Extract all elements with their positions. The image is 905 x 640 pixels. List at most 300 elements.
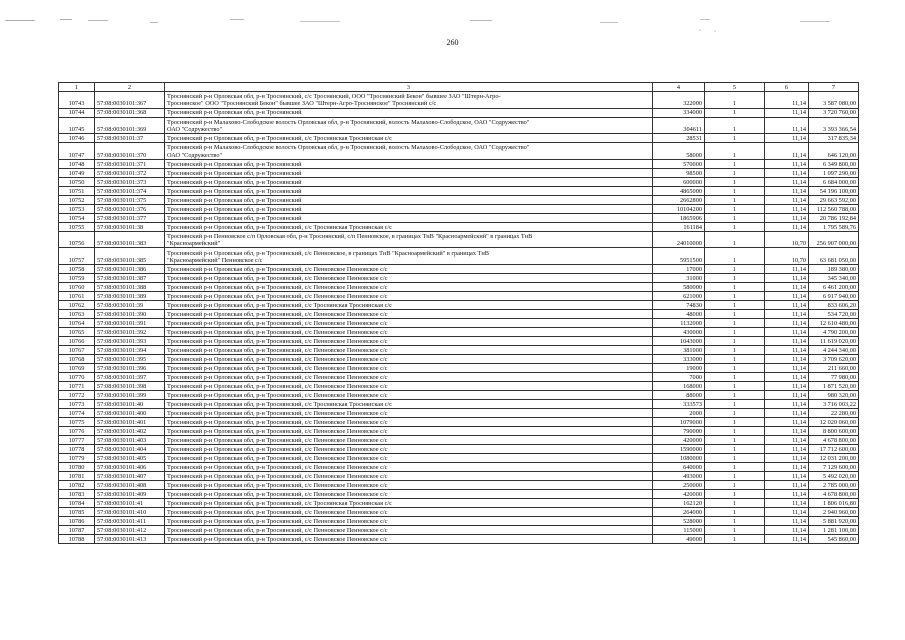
table-row (59, 489, 859, 498)
description-line: Троснянский р-н Орловская обл, р-н Троснянский (167, 196, 302, 204)
cadastral-value: 4 244 340,00 (809, 345, 859, 354)
row-id: 10764 (59, 318, 95, 327)
description-line: Троснянский р-н Орловская обл, р-н Троснянский, с/с Пенновское Пенновское с/с (167, 436, 388, 444)
table-row (59, 525, 859, 534)
location-description (165, 231, 653, 248)
area-value: 250000 (653, 480, 705, 489)
column-header: 5 (705, 83, 765, 92)
row-id: 10783 (59, 489, 95, 498)
rate-value: 11,14 (765, 222, 809, 231)
area-value: 74830 (653, 300, 705, 309)
count-value: 1 (705, 462, 765, 471)
location-description (165, 143, 653, 160)
area-value: 322000 (653, 92, 705, 109)
location-description (165, 507, 653, 516)
count-value: 1 (705, 318, 765, 327)
description-line: Троснянский р-н Орловская обл, р-н Троснянский, с/с Троснянская Троснянская с/с (167, 134, 392, 142)
cadastral-value: 545 860,00 (809, 534, 859, 543)
row-id: 10748 (59, 159, 95, 168)
description-line: ОАО "Содружество" (167, 151, 223, 159)
table-row (59, 471, 859, 480)
location-description (165, 168, 653, 177)
table-row (59, 336, 859, 345)
rate-value: 11,14 (765, 507, 809, 516)
count-value: 1 (705, 390, 765, 399)
location-description (165, 273, 653, 282)
description-line: Троснянский р-н Орловская обл, р-н Троснянский, с/с Пенновское Пенновское с/с (167, 355, 388, 363)
location-description (165, 248, 653, 265)
cadastral-value: 1 795 589,76 (809, 222, 859, 231)
description-line: Троснянский р-н Орловская обл, р-н Троснянский, с/с Пенновское Пенновское с/с (167, 292, 388, 300)
rate-value: 11,14 (765, 108, 809, 117)
row-id: 10785 (59, 507, 95, 516)
rate-value: 11,14 (765, 525, 809, 534)
count-value: 1 (705, 327, 765, 336)
location-description (165, 426, 653, 435)
cadastral-number: 57:08:0030101:409 (95, 489, 165, 498)
description-line: Троснянский р-н Орловская обл, р-н Троснянский (167, 169, 302, 177)
location-description (165, 186, 653, 195)
area-value: 570000 (653, 159, 705, 168)
description-line: Троснянский р-н Орловская обл, р-н Троснянский, с/с Пенновское Пенновское с/с (167, 409, 388, 417)
cadastral-number: 57:08:0030101:402 (95, 426, 165, 435)
table-body (59, 92, 859, 544)
location-description (165, 516, 653, 525)
description-line: Троснянский р-н Орловская обл, р-н Троснянский, с/с Пенновское Пенновское с/с (167, 328, 388, 336)
cadastral-number: 57:08:0030101:391 (95, 318, 165, 327)
table-row (59, 372, 859, 381)
rate-value: 11,14 (765, 534, 809, 543)
row-id: 10761 (59, 291, 95, 300)
area-value: 264000 (653, 507, 705, 516)
rate-value: 11,14 (765, 300, 809, 309)
table-row (59, 195, 859, 204)
description-line: Троснянский р-н Орловская обл, р-н Троснянский, с/с Троснянская Троснянская с/с (167, 499, 392, 507)
row-id: 10763 (59, 309, 95, 318)
cadastral-number: 57:08:0030101:389 (95, 291, 165, 300)
count-value: 1 (705, 498, 765, 507)
rate-value: 11,14 (765, 345, 809, 354)
table-row (59, 390, 859, 399)
rate-value: 11,14 (765, 195, 809, 204)
rate-value: 11,14 (765, 480, 809, 489)
cadastral-value: 317 835,34 (809, 134, 859, 143)
location-description (165, 92, 653, 109)
count-value: 1 (705, 282, 765, 291)
cadastral-number: 57:08:0030101:374 (95, 186, 165, 195)
table-row (59, 444, 859, 453)
count-value: 1 (705, 213, 765, 222)
cadastral-number: 57:08:0030101:399 (95, 390, 165, 399)
location-description (165, 108, 653, 117)
area-value: 430000 (653, 327, 705, 336)
area-value: 333000 (653, 354, 705, 363)
cadastral-number: 57:08:0030101:407 (95, 471, 165, 480)
description-line: Троснянский р-н Малахово-Слободское волость Орловская обл, р-н Троснянский, волость Малахово-Слободское, ОАО "Содружество" (167, 144, 530, 152)
cadastral-value: 1 097 290,00 (809, 168, 859, 177)
column-header: 4 (653, 83, 705, 92)
row-id: 10753 (59, 204, 95, 213)
table-row (59, 186, 859, 195)
count-value: 1 (705, 195, 765, 204)
row-id: 10755 (59, 222, 95, 231)
area-value: 2662800 (653, 195, 705, 204)
page-number: 260 (446, 38, 459, 47)
rate-value: 11,14 (765, 444, 809, 453)
cadastral-number: 57:08:0030101:404 (95, 444, 165, 453)
description-line: Троснянский р-н Орловская обл, р-н Троснянский, с/с Пенновское Пенновское с/с (167, 517, 388, 525)
count-value: 1 (705, 222, 765, 231)
rate-value: 11,14 (765, 291, 809, 300)
rate-value: 11,14 (765, 336, 809, 345)
table-row (59, 480, 859, 489)
area-value: 790000 (653, 426, 705, 435)
cadastral-number: 57:08:0030101:367 (95, 92, 165, 109)
rate-value: 11,14 (765, 282, 809, 291)
location-description (165, 318, 653, 327)
rate-value: 11,14 (765, 390, 809, 399)
count-value: 1 (705, 92, 765, 109)
area-value: 58000 (653, 143, 705, 160)
rate-value: 11,14 (765, 435, 809, 444)
count-value: 1 (705, 435, 765, 444)
row-id: 10780 (59, 462, 95, 471)
row-id: 10747 (59, 143, 95, 160)
area-value: 48000 (653, 309, 705, 318)
cadastral-value: 3 393 366,54 (809, 117, 859, 134)
description-line: Троснянский р-н Орловская обл, р-н Троснянский, с/с Пенновское Пенновское с/с (167, 319, 388, 327)
area-value: 2000 (653, 408, 705, 417)
row-id: 10756 (59, 231, 95, 248)
cadastral-number: 57:08:0030101:394 (95, 345, 165, 354)
count-value: 1 (705, 363, 765, 372)
cadastral-number: 57:08:0030101:412 (95, 525, 165, 534)
cadastral-value: 534 720,00 (809, 309, 859, 318)
location-description (165, 195, 653, 204)
rate-value: 11,14 (765, 186, 809, 195)
area-value: 304611 (653, 117, 705, 134)
cadastral-number: 57:08:0030101:396 (95, 363, 165, 372)
count-value: 1 (705, 264, 765, 273)
description-line: ОАО "Содружество" (167, 125, 223, 133)
area-value: 1080000 (653, 453, 705, 462)
cadastral-number: 57:08:0030101:408 (95, 480, 165, 489)
location-description (165, 471, 653, 480)
row-id: 10773 (59, 399, 95, 408)
rate-value: 11,14 (765, 143, 809, 160)
count-value: 1 (705, 444, 765, 453)
description-line: Троснянский р-н Орловская обл, р-н Троснянский (167, 109, 302, 117)
cadastral-number: 57:08:0030101:400 (95, 408, 165, 417)
area-value: 420000 (653, 489, 705, 498)
cadastral-value: 20 786 192,84 (809, 213, 859, 222)
description-line: Троснянский р-н Орловская обл, р-н Троснянский (167, 178, 302, 186)
rate-value: 11,14 (765, 471, 809, 480)
table-row (59, 381, 859, 390)
cadastral-value: 8 800 600,00 (809, 426, 859, 435)
cadastral-value: 12 610 480,00 (809, 318, 859, 327)
table-row (59, 143, 859, 160)
row-id: 10768 (59, 354, 95, 363)
rate-value: 11,14 (765, 92, 809, 109)
cadastral-value: 63 681 050,00 (809, 248, 859, 265)
rate-value: 11,14 (765, 273, 809, 282)
cadastral-number: 57:08:0030101:37 (95, 134, 165, 143)
row-id: 10765 (59, 327, 95, 336)
count-value: 1 (705, 372, 765, 381)
cadastral-value: 17 712 600,00 (809, 444, 859, 453)
row-id: 10751 (59, 186, 95, 195)
row-id: 10774 (59, 408, 95, 417)
rate-value: 11,14 (765, 327, 809, 336)
location-description (165, 399, 653, 408)
row-id: 10757 (59, 248, 95, 265)
cadastral-value: 6 684 000,00 (809, 177, 859, 186)
description-line: Троснянский р-н Орловская обл, р-н Троснянский (167, 160, 302, 168)
area-value: 162120 (653, 498, 705, 507)
area-value: 88000 (653, 390, 705, 399)
cadastral-number: 57:08:0030101:410 (95, 507, 165, 516)
cadastral-value: 3 720 760,00 (809, 108, 859, 117)
table-row (59, 318, 859, 327)
column-header: 1 (59, 83, 95, 92)
row-id: 10770 (59, 372, 95, 381)
location-description (165, 204, 653, 213)
table-row (59, 354, 859, 363)
cadastral-value: 7 129 600,00 (809, 462, 859, 471)
count-value: 1 (705, 336, 765, 345)
description-line: Троснянский р-н Орловская обл, р-н Троснянский, с/с Пенновское Пенновское с/с (167, 526, 388, 534)
table-row (59, 417, 859, 426)
cadastral-number: 57:08:0030101:403 (95, 435, 165, 444)
description-line: Троснянский р-н Орловская обл, р-н Троснянский, с/с Пенновское Пенновское с/с (167, 490, 388, 498)
cadastral-number: 57:08:0030101:372 (95, 168, 165, 177)
row-id: 10749 (59, 168, 95, 177)
cadastral-value: 646 120,00 (809, 143, 859, 160)
cadastral-value: 6 917 940,00 (809, 291, 859, 300)
table-row (59, 426, 859, 435)
location-description (165, 525, 653, 534)
table-row (59, 159, 859, 168)
table-row (59, 507, 859, 516)
count-value: 1 (705, 381, 765, 390)
cadastral-number: 57:08:0030101:398 (95, 381, 165, 390)
location-description (165, 417, 653, 426)
rate-value: 11,14 (765, 134, 809, 143)
count-value: 1 (705, 186, 765, 195)
count-value: 1 (705, 417, 765, 426)
location-description (165, 534, 653, 543)
column-header: 3 (165, 83, 653, 92)
cadastral-number: 57:08:0030101:376 (95, 204, 165, 213)
row-id: 10787 (59, 525, 95, 534)
location-description (165, 453, 653, 462)
table-row (59, 213, 859, 222)
location-description (165, 291, 653, 300)
location-description (165, 177, 653, 186)
row-id: 10769 (59, 363, 95, 372)
row-id: 10750 (59, 177, 95, 186)
cadastral-number: 57:08:0030101:369 (95, 117, 165, 134)
cadastral-number: 57:08:0030101:40 (95, 399, 165, 408)
area-value: 168000 (653, 381, 705, 390)
cadastral-value: 6 461 200,00 (809, 282, 859, 291)
cadastral-value: 189 380,00 (809, 264, 859, 273)
cadastral-value: 5 492 020,00 (809, 471, 859, 480)
row-id: 10759 (59, 273, 95, 282)
count-value: 1 (705, 177, 765, 186)
description-line: Троснянское" ООО "Троснянский Бекон" бывшее ЗАО "Штерн-Агро-Троснянское" Троснянский с/с (167, 100, 437, 108)
cadastral-number: 57:08:0030101:390 (95, 309, 165, 318)
description-line: Троснянский р-н Орловская обл, р-н Троснянский, с/с Пенновское, в границах ТнВ "Красноармейский" в границах ТнВ (167, 249, 489, 257)
area-value: 1043000 (653, 336, 705, 345)
rate-value: 10,70 (765, 231, 809, 248)
count-value: 1 (705, 143, 765, 160)
description-line: Троснянский р-н Орловская обл, р-н Троснянский, с/с Пенновское Пенновское с/с (167, 373, 388, 381)
count-value: 1 (705, 525, 765, 534)
description-line: Троснянский р-н Орловская обл, р-н Троснянский, с/с Пенновское Пенновское с/с (167, 346, 388, 354)
rate-value: 11,14 (765, 117, 809, 134)
row-id: 10744 (59, 108, 95, 117)
area-value: 420000 (653, 435, 705, 444)
cadastral-number: 57:08:0030101:370 (95, 143, 165, 160)
location-description (165, 282, 653, 291)
rate-value: 11,14 (765, 399, 809, 408)
area-value: 115000 (653, 525, 705, 534)
area-value: 7000 (653, 372, 705, 381)
area-value: 28531 (653, 134, 705, 143)
table-row (59, 92, 859, 109)
area-value: 31000 (653, 273, 705, 282)
row-id: 10767 (59, 345, 95, 354)
location-description (165, 363, 653, 372)
location-description (165, 354, 653, 363)
description-line: Троснянский р-н Орловская обл, р-н Троснянский, с/с Пенновское Пенновское с/с (167, 418, 388, 426)
area-value: 49000 (653, 534, 705, 543)
description-line: Троснянский р-н Орловская обл, р-н Троснянский, с/с Троснянская Троснянская с/с (167, 400, 392, 408)
location-description (165, 264, 653, 273)
table-row (59, 177, 859, 186)
count-value: 1 (705, 309, 765, 318)
location-description (165, 480, 653, 489)
row-id: 10754 (59, 213, 95, 222)
count-value: 1 (705, 489, 765, 498)
count-value: 1 (705, 516, 765, 525)
row-id: 10760 (59, 282, 95, 291)
count-value: 1 (705, 300, 765, 309)
description-line: Троснянский р-н Орловская обл, р-н Троснянский, с/с Пенновское Пенновское с/с (167, 445, 388, 453)
count-value: 1 (705, 108, 765, 117)
cadastral-value: 256 907 000,00 (809, 231, 859, 248)
cadastral-number: 57:08:0030101:392 (95, 327, 165, 336)
description-line: Троснянский р-н Орловская обл, р-н Троснянский, с/с Троснянская Троснянская с/с (167, 223, 392, 231)
cadastral-register-table (58, 82, 859, 544)
rate-value: 11,14 (765, 417, 809, 426)
cadastral-number: 57:08:0030101:393 (95, 336, 165, 345)
area-value: 381000 (653, 345, 705, 354)
rate-value: 11,14 (765, 159, 809, 168)
description-line: Троснянский р-н Орловская обл, р-н Троснянский, с/с Пенновское Пенновское с/с (167, 283, 388, 291)
rate-value: 11,14 (765, 372, 809, 381)
count-value: 1 (705, 507, 765, 516)
table-row (59, 534, 859, 543)
cadastral-number: 57:08:0030101:371 (95, 159, 165, 168)
rate-value: 11,14 (765, 354, 809, 363)
count-value: 1 (705, 354, 765, 363)
column-header: 6 (765, 83, 809, 92)
cadastral-number: 57:08:0030101:41 (95, 498, 165, 507)
rate-value: 11,14 (765, 177, 809, 186)
cadastral-value: 77 980,00 (809, 372, 859, 381)
row-id: 10788 (59, 534, 95, 543)
rate-value: 11,14 (765, 264, 809, 273)
cadastral-value: 22 280,00 (809, 408, 859, 417)
count-value: 1 (705, 345, 765, 354)
location-description (165, 435, 653, 444)
location-description (165, 336, 653, 345)
description-line: Троснянский р-н Орловская обл, р-н Троснянский, с/с Пенновское Пенновское с/с (167, 337, 388, 345)
cadastral-value: 3 587 080,00 (809, 92, 859, 109)
count-value: 1 (705, 204, 765, 213)
cadastral-value: 11 619 020,00 (809, 336, 859, 345)
description-line: "Красноармейский" (167, 240, 221, 248)
table-row (59, 435, 859, 444)
description-line: Троснянский р-н Орловская обл, р-н Троснянский, с/с Пенновское Пенновское с/с (167, 508, 388, 516)
location-description (165, 159, 653, 168)
cadastral-number: 57:08:0030101:405 (95, 453, 165, 462)
table-row (59, 291, 859, 300)
rate-value: 11,14 (765, 516, 809, 525)
description-line: Троснянский р-н Орловская обл, р-н Троснянский, с/с Пенновское Пенновское с/с (167, 391, 388, 399)
area-value: 10104200 (653, 204, 705, 213)
row-id: 10779 (59, 453, 95, 462)
cadastral-number: 57:08:0030101:368 (95, 108, 165, 117)
description-line: Троснянский р-н Орловская обл, р-н Троснянский (167, 187, 302, 195)
cadastral-value: 1 871 520,00 (809, 381, 859, 390)
table-row (59, 134, 859, 143)
area-value: 528000 (653, 516, 705, 525)
row-id: 10771 (59, 381, 95, 390)
description-line: Троснянский р-н Орловская обл, р-н Троснянский, с/с Пенновское Пенновское с/с (167, 274, 388, 282)
row-id: 10766 (59, 336, 95, 345)
description-line: Троснянский р-н Орловская обл, р-н Троснянский, с/с Пенновское Пенновское с/с (167, 472, 388, 480)
table-row (59, 282, 859, 291)
table-row (59, 309, 859, 318)
count-value: 1 (705, 534, 765, 543)
cadastral-number: 57:08:0030101:383 (95, 231, 165, 248)
cadastral-value: 2 785 000,00 (809, 480, 859, 489)
scan-artifacts (0, 10, 905, 40)
row-id: 10743 (59, 92, 95, 109)
table-row (59, 399, 859, 408)
area-value: 621000 (653, 291, 705, 300)
description-line: Троснянский р-н Орловская обл, р-н Троснянский, с/с Пенновское Пенновское с/с (167, 463, 388, 471)
row-id: 10786 (59, 516, 95, 525)
table-row (59, 363, 859, 372)
table-row (59, 168, 859, 177)
table-row (59, 453, 859, 462)
row-id: 10745 (59, 117, 95, 134)
row-id: 10778 (59, 444, 95, 453)
cadastral-value: 211 660,00 (809, 363, 859, 372)
rate-value: 11,14 (765, 489, 809, 498)
cadastral-value: 112 560 788,00 (809, 204, 859, 213)
location-description (165, 408, 653, 417)
table-row (59, 462, 859, 471)
row-id: 10776 (59, 426, 95, 435)
area-value: 1865906 (653, 213, 705, 222)
description-line: Троснянский р-н Орловская обл, р-н Троснянский (167, 214, 302, 222)
